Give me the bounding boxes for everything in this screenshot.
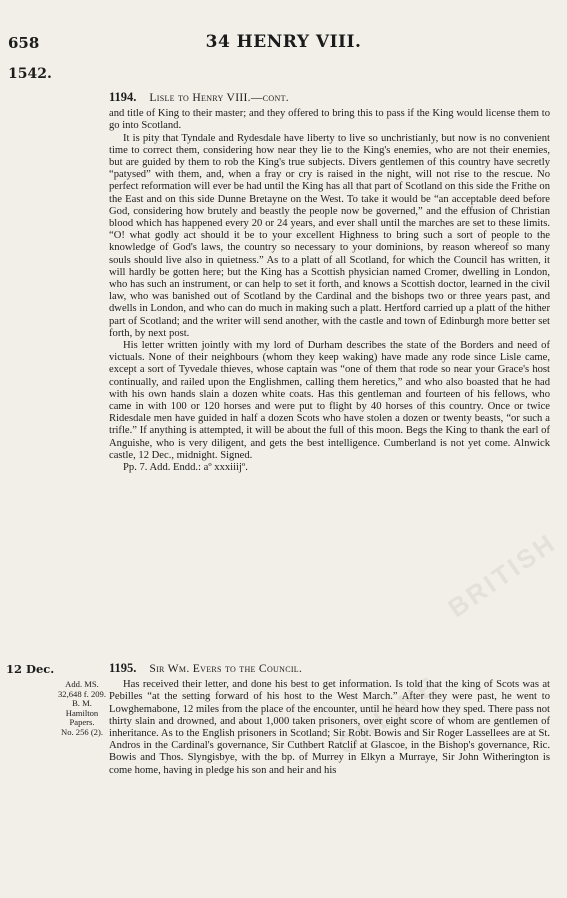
watermark: BRITISH xyxy=(442,526,563,624)
margin-year: 1542. xyxy=(8,66,52,82)
paragraph: His letter written jointly with my lord of Durham describes the state of the Borders and need of victuals. None of their neighbours (whom they keep waking) have made any rode since Lisle came, except a sort of Tyvedale thieves, whose captain was “one of them that rode so near your Grace's host continually, and railed upon the Englishmen, calling them heretics,” and who also boasted that he had with his own hands slain a dozen white coats. Has this gentleman and fourteen of his fellows, who came in with 100 or 120 horses and were put to flight by 40 horses of this country. Once or twice Ridesdale men have guided in half a dozen Scots who have stolen a dozen or twenty beasts, “or such a trifle.” If anything is attempted, it will be about the full of this moon. Begs the King to thank the earl of Anguishe, who is very diligent, and gets the best intelligence. Cumberland is not yet come. Alnwick castle, 12 Dec., midnight. Signed. xyxy=(109,340,550,461)
page-number: 658 xyxy=(8,34,40,52)
margin-reference xyxy=(56,680,108,738)
ref-line: Hamilton xyxy=(65,707,99,718)
ref-line: 32,648 f. 209. xyxy=(58,688,106,699)
running-title: 34 HENRY VIII. xyxy=(205,32,362,52)
paragraph: It is pity that Tyndale and Rydesdale have liberty to live so unchristianly, but now is no convenient time to correct them, considering how near they lie to the King's enemies, who are not their enemies, but are guided by them to rob the King's true subjects. Divers gentlemen of this country have secretly “patysed” with them, and, when a fray or cry is raised in the night, will not rise to the rescue. No perfect reformation will ever be had until the King has all that part of Scotland on this side the Frithe on the East and on this side Dunne Bretayne on the West. To take it would be “an acceptable deed before God, considering how brutely and beastly the people now be governed,” and the effusion of Christian blood which has happened every 20 or 24 years, and ever shall until the marches are set to these limits. “O! what godly act should it be to your excellent Highness to bring such a sort of people to the knowledge of God's laws, the country so necessary to your dominions, by reason whereof so many souls should live also in quietness.” As to a platt of all Scotland, for which the Council has written, it will hardly be gotten here; but the King has a Scottish physician named Cromer, dwelling in London, who has such an instrument, or can help to set it forth, and knows a Scottish doctor, learned in the civil law, who was banished out of Scotland by the Cardinal and the bishops two or three years past, and dwells in London, and who can do much in making such a platt. Hertford carried up a platt of the hither part of Scotland; and the writer will send another, with the castle and town of Edinburgh more better set forth, by next post. xyxy=(109,132,550,339)
paragraph: and title of King to their master; and they offered to bring this to pass if the King would license them to go into Scotland. xyxy=(109,108,550,132)
paragraph: Has received their letter, and done his best to get information. Is told that the king of Scots was at Pebilles “at the setting forward of his host to the West March.” After they were past, he went to Lowghemabone, 12 miles from the place of the encounter, until he heard how they sped. There pass not thirty slain and drowned, and about 1,000 taken prisoners, over eight score of whom are gentlemen of inheritance. As to the English prisoners in Scotland; Sir Robt. Bowis and Sir Roger Lassellees are at St. Andros in the Cardinal's governance, Sir Cuthbert Ratclif at Glascoe, in the Bishop's governance, Ric. Bowis and Thos. Slyngisbye, with the bp. of Murrey in Elkyn a Murraye, Sir John Witherington is come home, having in pledge his son and heir and his xyxy=(109,679,550,776)
entry-1195 xyxy=(109,662,550,777)
entry-endnote: Pp. 7. Add. Endd.: aº xxxiiijº. xyxy=(123,462,248,474)
ref-line: B. M. xyxy=(72,698,92,709)
entry-heading xyxy=(109,91,550,104)
entry-number: 1195. xyxy=(109,661,137,675)
ref-line: No. 256 (2). xyxy=(60,726,103,737)
entry-title: Sir Wm. Evers to the Council. xyxy=(149,662,303,675)
entry-1194 xyxy=(109,91,550,474)
entry-number: 1194. xyxy=(109,90,137,104)
watermark: ONLINE xyxy=(331,669,445,761)
ref-line: Add. MS. xyxy=(65,679,99,689)
entry-heading xyxy=(109,662,550,675)
margin-date: 12 Dec. xyxy=(6,662,55,676)
ref-line: Papers. xyxy=(69,717,95,728)
entry-title: Lisle to Henry VIII.—cont. xyxy=(149,91,289,104)
